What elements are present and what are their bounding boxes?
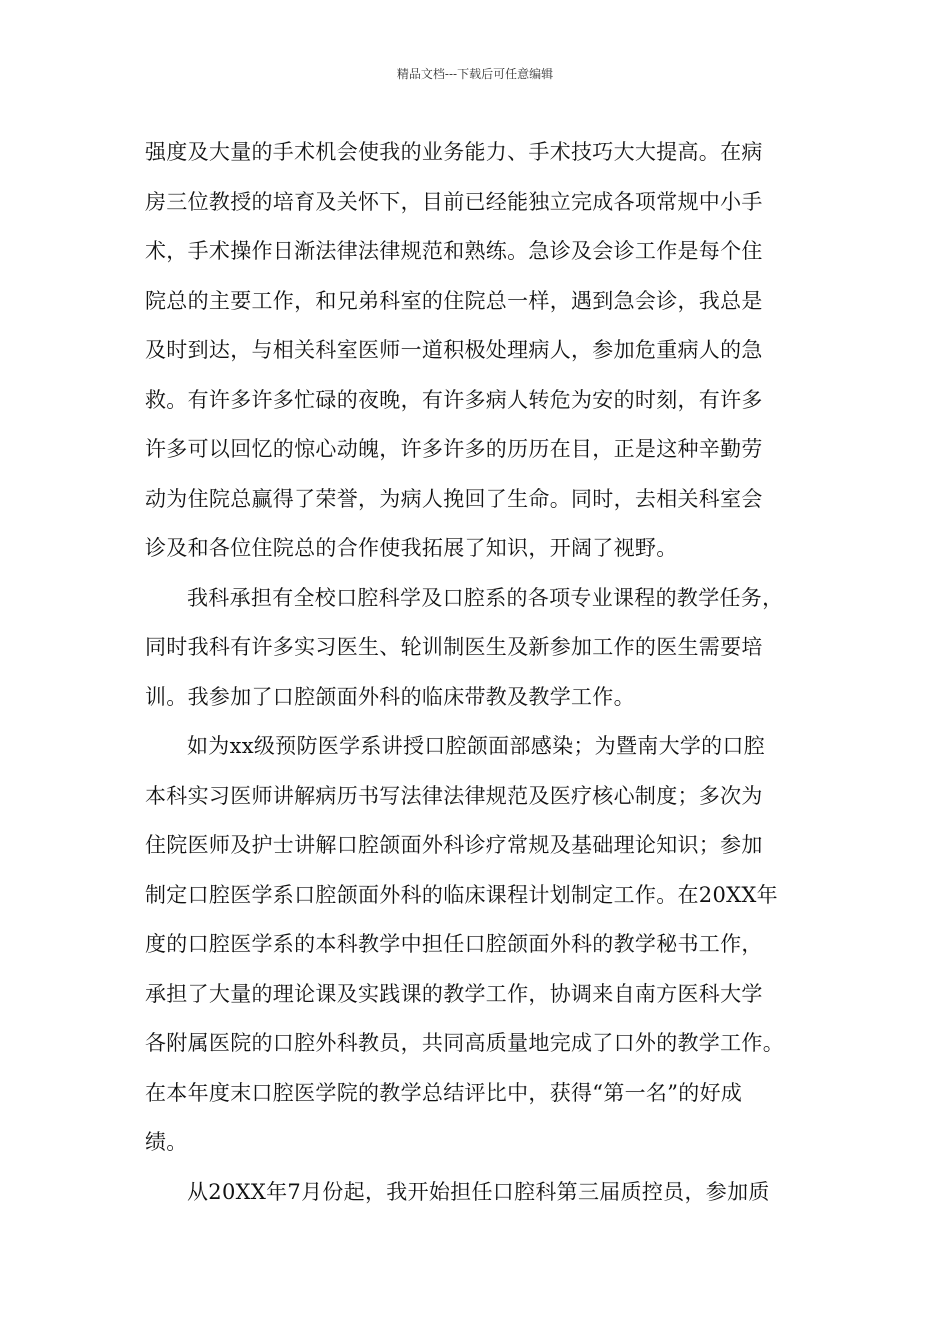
text-line: 住院医师及护士讲解口腔颌面外科诊疗常规及基础理论知识；参加 <box>145 833 763 857</box>
text-line: 房三位教授的培育及关怀下，目前已经能独立完成各项常规中小手 <box>145 189 763 214</box>
text-line: 绩。 <box>145 1130 188 1154</box>
paragraph-4 <box>145 1168 810 1218</box>
text-line: 强度及大量的手术机会使我的业务能力、手术技巧大大提高。在病 <box>145 140 763 164</box>
paragraph-3 <box>145 722 810 1168</box>
text-line: 训。我参加了口腔颌面外科的临床带教及教学工作。 <box>145 684 635 709</box>
text-line: 我科承担有全校口腔科学及口腔系的各项专业课程的教学任务， <box>187 585 784 610</box>
text-line: 各附属医院的口腔外科教员，共同高质量地完成了口外的教学工作。 <box>145 1031 784 1055</box>
text-line: 承担了大量的理论课及实践课的教学工作，协调来自南方医科大学 <box>145 981 763 1006</box>
page-header: 精品文档---下载后可任意编辑 <box>396 67 554 81</box>
text-line: 许多可以回忆的惊心动魄，许多许多的历历在目，正是这种辛勤劳 <box>145 437 763 461</box>
text-line: 度的口腔医学系的本科教学中担任口腔颌面外科的教学秘书工作， <box>145 932 763 956</box>
text-line: 动为住院总赢得了荣誉，为病人挽回了生命。同时，去相关科室会 <box>145 486 763 511</box>
text-line: 院总的主要工作，和兄弟科室的住院总一样，遇到急会诊，我总是 <box>145 288 763 313</box>
paragraph-2 <box>145 574 810 723</box>
text-line: 术，手术操作日渐法律法律规范和熟练。急诊及会诊工作是每个住 <box>145 239 763 263</box>
text-line: 同时我科有许多实习医生、轮训制医生及新参加工作的医生需要培 <box>145 635 763 659</box>
text-line: 及时到达，与相关科室医师一道积极处理病人，参加危重病人的急 <box>145 338 763 362</box>
text-line: 从20XX年7月份起，我开始担任口腔科第三届质控员，参加质 <box>187 1179 770 1204</box>
text-line: 制定口腔医学系口腔颌面外科的临床课程计划制定工作。在20XX年 <box>145 882 778 907</box>
text-line: 诊及和各位住院总的合作使我拓展了知识，开阔了视野。 <box>145 536 678 560</box>
paragraph-1 <box>145 128 810 574</box>
text-line: 如为xx级预防医学系讲授口腔颌面部感染；为暨南大学的口腔 <box>187 734 766 758</box>
text-line: 本科实习医师讲解病历书写法律法律规范及医疗核心制度；多次为 <box>145 783 763 808</box>
text-line: 在本年度末口腔医学院的教学总结评比中，获得“第一名”的好成 <box>145 1080 743 1105</box>
document-body <box>145 128 810 1217</box>
text-line: 救。有许多许多忙碌的夜晚，有许多病人转危为安的时刻，有许多 <box>145 387 763 412</box>
